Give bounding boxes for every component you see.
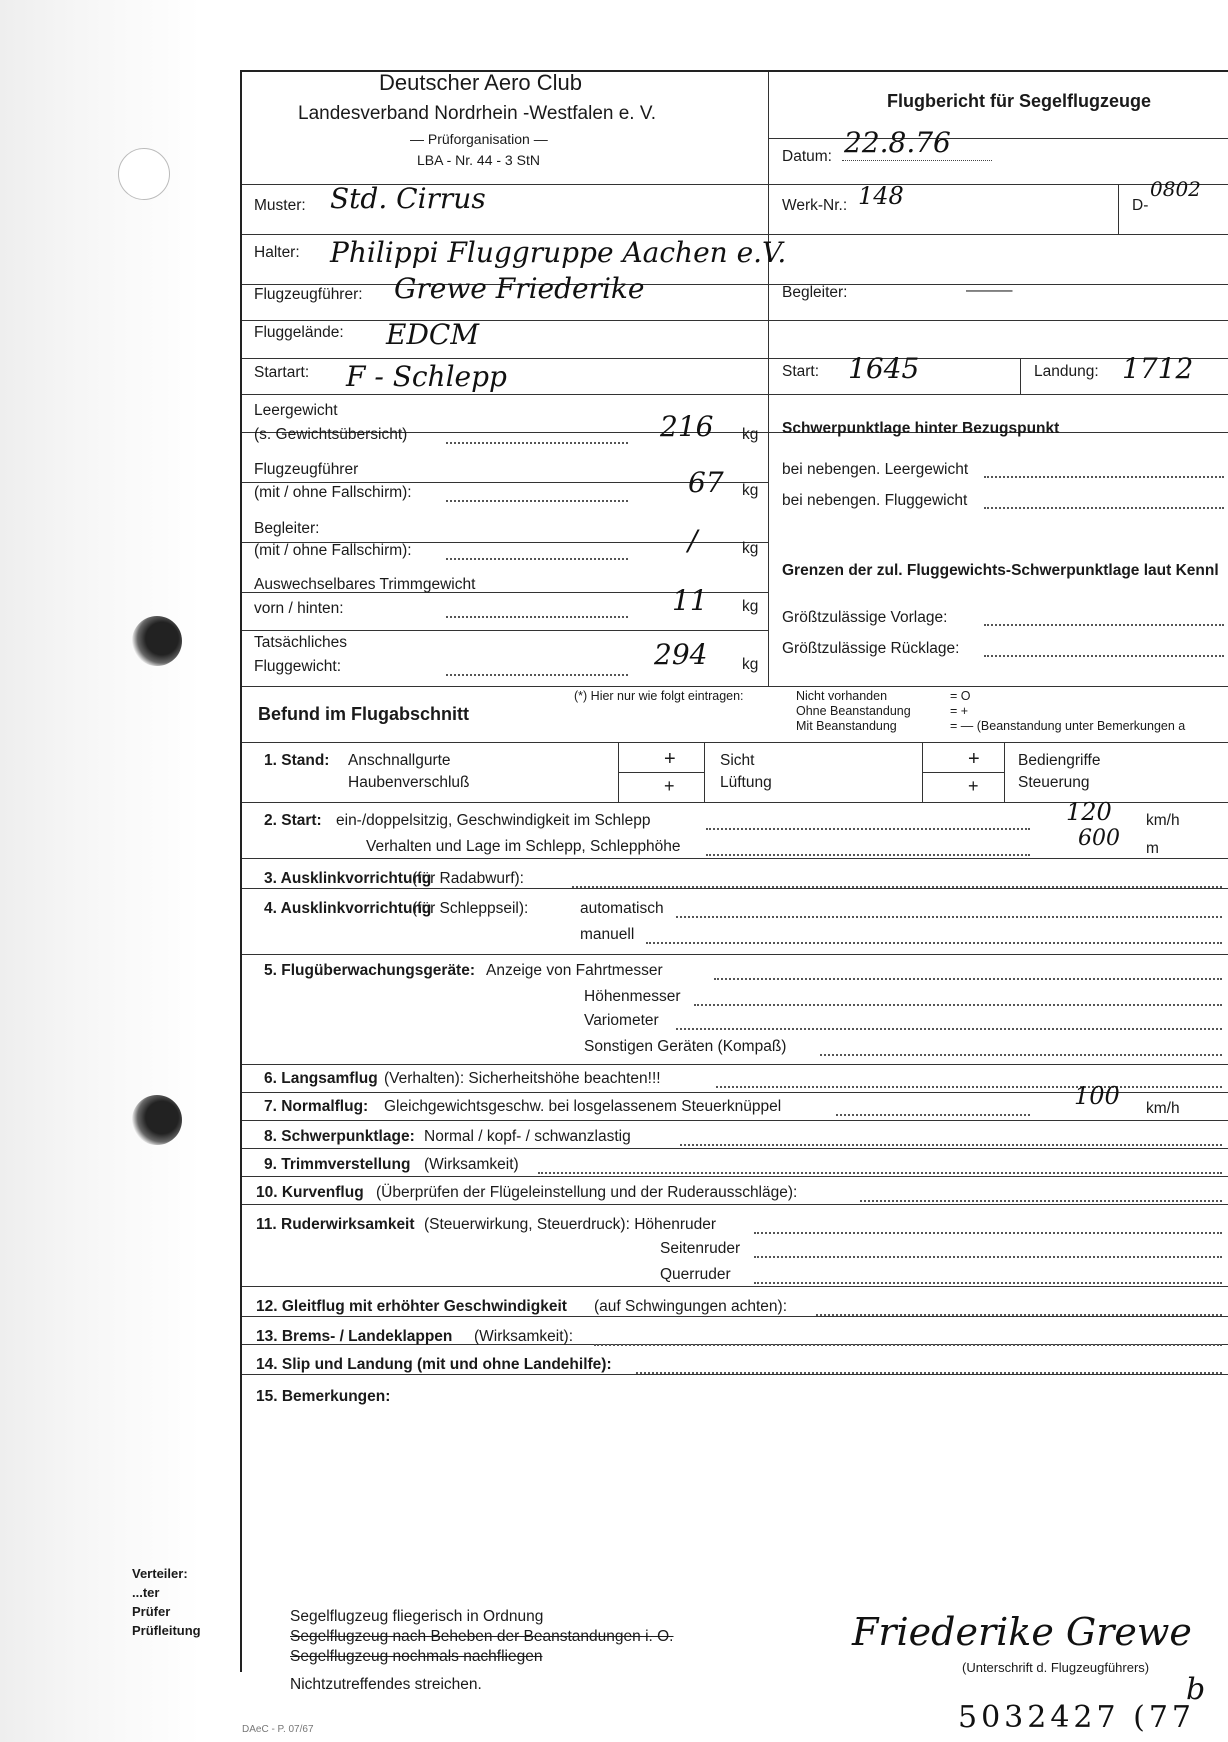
datum-value[interactable]: 22.8.76 [844,126,951,159]
start-label: Start: [782,363,820,380]
punch-hole [118,148,170,200]
item-12-label: 12. Gleitflug mit erhöhter Geschwindigkeit [256,1298,567,1315]
begleiter-weight-value[interactable]: / [688,524,698,557]
item-1a: Anschnallgurte [348,752,451,769]
pilot-weight-value[interactable]: 67 [688,466,724,499]
item-11-text: (Steuerwirkung, Steuerdruck): Höhenruder [424,1216,717,1233]
punch-hole [132,1095,182,1145]
org-subtitle: Landesverband Nordrhein -Westfalen e. V. [298,103,657,124]
form-title: Flugbericht für Segelflugzeuge [887,91,1152,111]
landung-label: Landung: [1034,363,1099,380]
halter-value[interactable]: Philippi Fluggruppe Aachen e.V. [330,236,787,269]
actual-weight-label: Tatsächliches [254,634,348,651]
pilot-weight-label: Flugzeugführer [254,461,359,478]
item-14-label: 14. Slip und Landung (mit und ohne Landehilfe): [256,1356,612,1373]
item-2b-value[interactable]: 600 [1078,826,1120,851]
trimm-label: Auswechselbares Trimmgewicht [254,576,476,593]
item-13-label: 13. Brems- / Landeklappen [256,1328,453,1345]
muster-label: Muster: [254,197,306,214]
pilot-weight-sub: (mit / ohne Fallschirm): [254,484,412,501]
pilot-value[interactable]: Grewe Friederike [394,272,645,305]
item-1-label: 1. Stand: [264,752,330,769]
distribution-label: Verteiler: [132,1566,188,1581]
leergewicht-sub: (s. Gewichtsübersicht) [254,426,408,443]
item-6-text: (Verhalten): Sicherheitshöhe beachten!!! [384,1070,661,1087]
start-value[interactable]: 1645 [848,352,920,385]
cg-forward-label: Größtzulässige Vorlage: [782,609,948,626]
item-2a-value[interactable]: 120 [1066,798,1112,826]
item-12-text: (auf Schwingungen achten): [594,1298,788,1315]
print-code: DAeC - P. 07/67 [242,1724,314,1735]
unit-kg: kg [742,540,759,557]
item-5b: Variometer [584,1012,659,1029]
footer-note: Nichtzutreffendes streichen. [290,1676,482,1693]
footer-refly: Segelflugzeug nochmals nachfliegen [290,1648,543,1665]
item-11a: Seitenruder [660,1240,741,1257]
item-4b: manuell [580,926,635,943]
footer-ok-after-fix: Segelflugzeug nach Beheben der Beanstandungen i. O. [290,1628,674,1645]
item-3-label: 3. Ausklinkvorrichtung [264,870,432,887]
werknr-value[interactable]: 148 [858,182,904,210]
pilot-label: Flugzeugführer: [254,286,363,303]
item-10-label: 10. Kurvenflug [256,1184,364,1201]
item-11b: Querruder [660,1266,731,1283]
handwritten-letter: b [1186,1672,1206,1707]
begleiter-weight-sub: (mit / ohne Fallschirm): [254,542,412,559]
d-label: D- [1132,197,1149,214]
gelaende-label: Fluggelände: [254,324,344,341]
leergewicht-value[interactable]: 216 [660,410,714,443]
paper-edge-shadow [0,0,200,1742]
item-9-label: 9. Trimmverstellung [264,1156,411,1173]
item-4-label: 4. Ausklinkvorrichtung [264,900,432,917]
cg-limits-title: Grenzen der zul. Fluggewichts-Schwerpunktlage laut Kennl [782,562,1219,579]
begleiter-label: Begleiter: [782,284,848,301]
item-4-text: (für Schleppseil): [412,900,529,917]
gelaende-value[interactable]: EDCM [386,318,479,351]
legend-value: = O [950,689,971,703]
unit-kmh: km/h [1146,1100,1180,1117]
unit-kg: kg [742,656,759,673]
leergewicht-label: Leergewicht [254,402,338,419]
actual-weight-sub: Fluggewicht: [254,658,342,675]
landung-value[interactable]: 1712 [1122,352,1194,385]
item-8-label: 8. Schwerpunktlage: [264,1128,415,1145]
unit-m: m [1146,840,1159,857]
item-6-label: 6. Langsamflug [264,1070,378,1087]
item-7-label: 7. Normalflug: [264,1098,369,1115]
item-7-value[interactable]: 100 [1074,1082,1120,1110]
cg-flight-label: bei nebengen. Fluggewicht [782,492,968,509]
datum-label: Datum: [782,148,832,165]
item-5-text: Anzeige von Fahrtmesser [486,962,663,979]
befund-title: Befund im Flugabschnitt [258,704,469,724]
actual-weight-value[interactable]: 294 [654,638,708,671]
item-4a: automatisch [580,900,664,917]
cg-rear-label: Größtzulässige Rücklage: [782,640,960,657]
halter-label: Halter: [254,244,300,261]
item-1e: Bediengriffe [1018,752,1101,769]
item-2b: Verhalten und Lage im Schlepp, Schlepphöhe [366,838,681,855]
legend-value: = + [950,704,969,718]
legend-item: Ohne Beanstandung [796,704,911,718]
item-13-text: (Wirksamkeit): [474,1328,574,1345]
item-1c-value[interactable]: + [968,748,980,770]
trimm-value[interactable]: 11 [672,584,708,617]
distribution-item: Prüfer [132,1604,171,1619]
item-3-text: (für Radabwurf): [412,870,524,887]
org-subtitle-3: LBA - Nr. 44 - 3 StN [417,152,540,168]
item-2-label: 2. Start: [264,812,322,829]
item-10-text: (Überprüfen der Flügeleinstellung und der Ruderausschläge): [376,1184,798,1201]
item-1c: Sicht [720,752,755,769]
item-9-text: (Wirksamkeit) [424,1156,519,1173]
item-11-label: 11. Ruderwirksamkeit [256,1216,415,1233]
distribution-item: ...ter [132,1585,160,1600]
stamp-number: 5032427 (77 [958,1700,1196,1735]
legend-value: = — (Beanstandung unter Bemerkungen a [950,719,1186,733]
item-2a: ein-/doppelsitzig, Geschwindigkeit im Schlepp [336,812,651,829]
unit-kg: kg [742,598,759,615]
item-1a-value[interactable]: + [664,748,676,770]
befund-note: (*) Hier nur wie folgt eintragen: [574,689,744,703]
distribution-item: Prüfleitung [132,1623,201,1638]
item-5a: Höhenmesser [584,988,681,1005]
unit-kmh: km/h [1146,812,1180,829]
item-5-label: 5. Flugüberwachungsgeräte: [264,962,476,979]
item-1b: Haubenverschluß [348,774,470,791]
werknr-label: Werk-Nr.: [782,197,848,214]
item-1d-value[interactable]: + [968,776,979,796]
org-name: Deutscher Aero Club [379,70,582,95]
muster-value[interactable]: Std. Cirrus [330,182,486,215]
legend-item: Mit Beanstandung [796,719,897,733]
begleiter-value[interactable]: ——— [966,282,1013,299]
punch-hole [132,616,182,666]
item-1f: Steuerung [1018,774,1090,791]
d-value[interactable]: 0802 [1150,177,1201,201]
begleiter-weight-label: Begleiter: [254,520,320,537]
trimm-sub: vorn / hinten: [254,600,344,617]
org-subtitle-2: — Prüforganisation — [410,131,548,147]
item-1b-value[interactable]: + [664,776,675,796]
cg-empty-label: bei nebengen. Leergewicht [782,461,969,478]
legend-item: Nicht vorhanden [796,689,888,703]
cg-title: Schwerpunktlage hinter Bezugspunkt [782,420,1060,437]
item-8-text: Normal / kopf- / schwanzlastig [424,1128,631,1145]
pilot-signature: Friederike Grewe [852,1610,1192,1654]
item-1d: Lüftung [720,774,772,791]
unit-kg: kg [742,426,759,443]
item-5c: Sonstigen Geräten (Kompaß) [584,1038,787,1055]
item-7-text: Gleichgewichtsgeschw. bei losgelassenem Steuerknüppel [384,1098,782,1115]
signature-label: (Unterschrift d. Flugzeugführers) [962,1660,1150,1675]
footer-ok: Segelflugzeug fliegerisch in Ordnung [290,1608,544,1625]
item-15-label: 15. Bemerkungen: [256,1388,391,1405]
startart-value[interactable]: F - Schlepp [346,360,507,393]
unit-kg: kg [742,482,759,499]
startart-label: Startart: [254,364,310,381]
